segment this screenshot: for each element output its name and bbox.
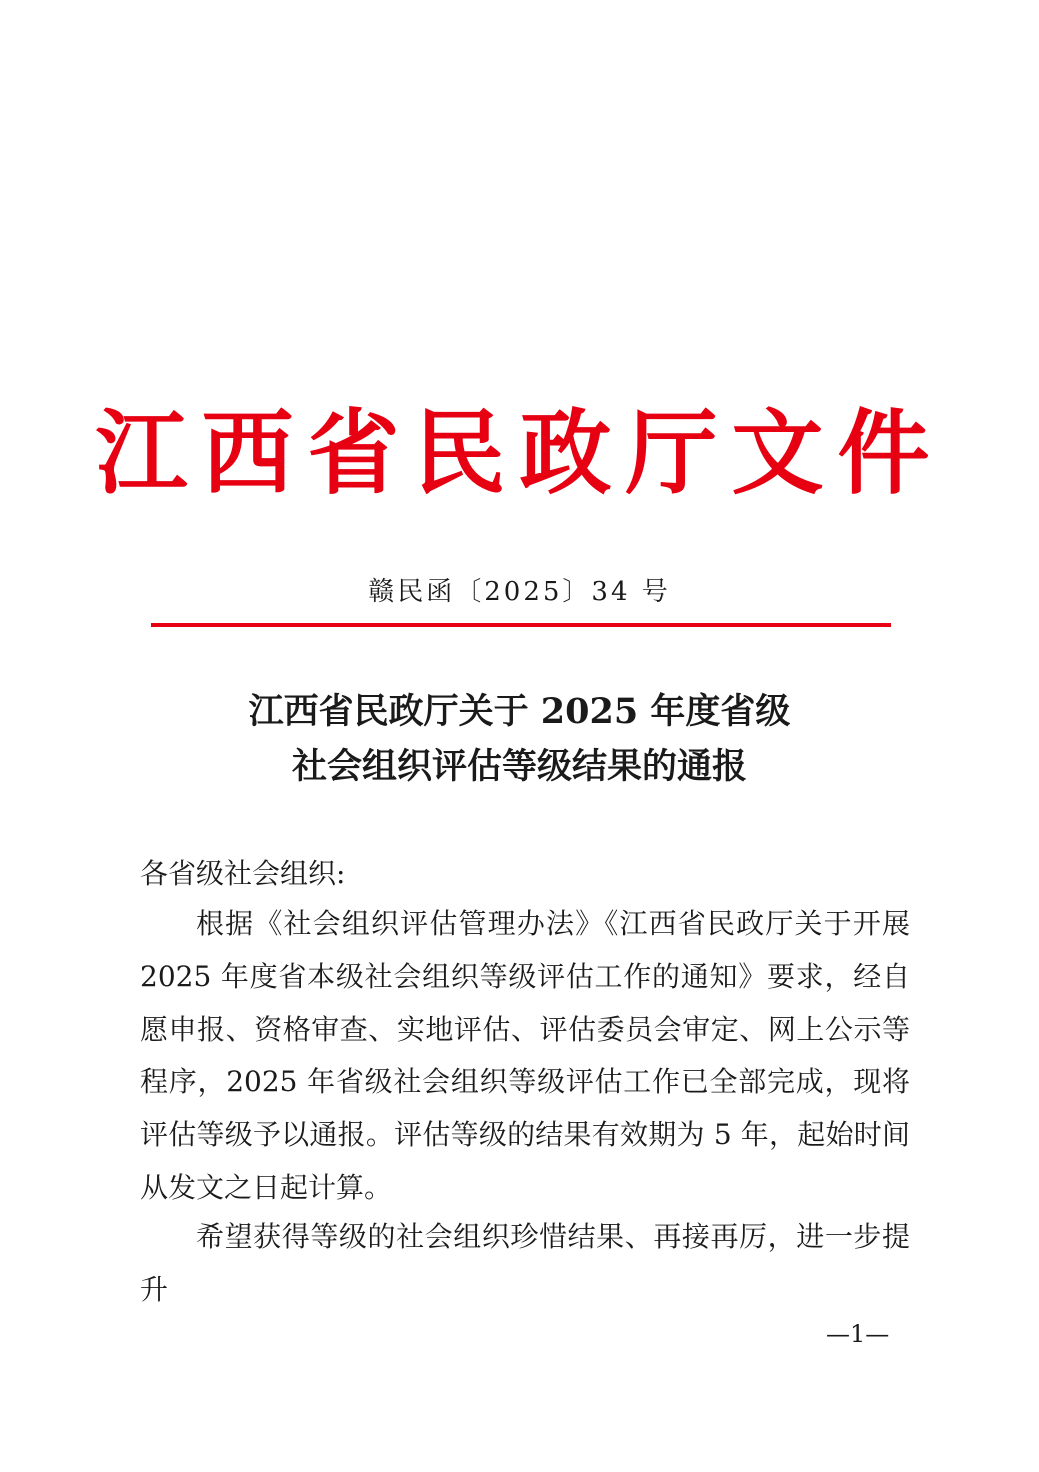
salutation: 各省级社会组织: <box>140 857 346 890</box>
body-paragraph-2: 希望获得等级的社会组织珍惜结果、再接再厉，进一步提升 <box>140 1220 910 1306</box>
page-number: —1— <box>826 1320 890 1348</box>
body-paragraph-1: 根据《社会组织评估管理办法》《江西省民政厅关于开展 2025 年度省本级社会组织等级评估工作的通知》要求，经自愿申报、资格审查、实地评估、评估委员会审定、网上公示等程序，2025 年省级社会组织等级评估工作已全部完成，现将评估等级予以通报。评估等级的结果有效期为 5 年，起始时间从发文之日起计算。 <box>140 907 910 1204</box>
document-number: 赣民函〔2025〕34 号 <box>368 577 671 607</box>
document-title-line-2: 社会组织评估等级结果的通报 <box>291 746 747 787</box>
header-red-rule <box>151 623 891 627</box>
document-header-title: 江西省民政厅文件 <box>95 399 944 507</box>
document-title-line-1: 江西省民政厅关于 2025 年度省级 <box>248 691 791 732</box>
